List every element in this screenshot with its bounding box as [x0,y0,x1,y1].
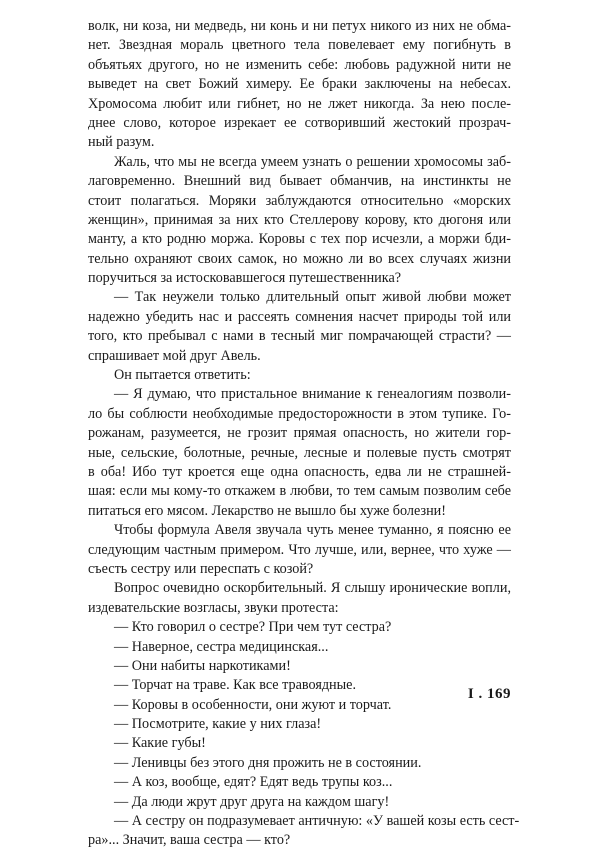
text-line: женщин», принимая за них кто Стеллерову корову, кто дюгоня или [88,211,511,228]
text-line: — Да люди жрут друг друга на каждом шагу! [114,793,390,810]
text-line: объятьях другого, но не изменить себе: любовь радужной нити не [88,56,511,73]
text-line: Жаль, что мы не всегда умеем узнать о решении хромосомы заб- [114,153,511,170]
text-line: — Какие губы! [114,735,206,752]
text-line: лаговременно. Внешний вид бывает обманчив, на инстинкты не [88,173,511,190]
text-line: волк, ни коза, ни медведь, ни конь и ни петух никого из них не обма- [88,18,511,34]
text-line: спрашивает мой друг Авель. [88,347,261,364]
text-line: нет. Звездная мораль цветного тела повелевает ему погибнуть в [88,37,511,54]
text-line: в оба! Ибо тут кроется еще одна опасность, едва ли не страшней- [88,463,511,480]
text-line: Хромосома любит или гибнет, но не лжет никогда. За нею после- [88,95,511,112]
text-line: Он пытается ответить: [114,367,251,384]
text-line: Чтобы формула Авеля звучала чуть менее туманно, я поясню ее [114,522,511,539]
text-line: — Торчат на траве. Как все травоядные. [114,677,357,694]
text-line: — Посмотрите, какие у них глаза! [114,716,322,733]
body-text [88,17,520,851]
text-line: — Наверное, сестра медицинская... [114,638,329,655]
text-line: надежно убедить нас и рассеять сомнения насчет природы той или [88,308,511,325]
text-line: тельно охраняют своих самок, но можно ли во всех случаях жизни [88,250,511,267]
text-line: — Так неужели только длительный опыт живой любви может [114,289,511,306]
text-line: ра»... Значит, ваша сестра — кто? [88,832,291,849]
text-line: — Кто говорил о сестре? При чем тут сестра? [114,619,392,636]
text-line: ные, сельские, болотные, речные, лесные и полевые пусть смотрят [88,444,511,461]
text-line: того, кто пребывал с нами в тесный миг помрачающей страсти? — [88,328,511,345]
text-line: шая: если мы кому-то откажем в любви, то тем самым позволим себе [88,483,511,500]
page-number: I . 169 [467,686,511,702]
text-line: — А коз, вообще, едят? Едят ведь трупы коз... [114,774,393,791]
text-line: ло бы соблюсти необходимые предосторожности в этом тупике. Го- [88,405,511,422]
text-line: выведет на свет Божий химеру. Ее браки заключены на небесах. [88,76,511,93]
text-line: рожанам, разумеется, не грозит прямая опасность, но жители гор- [88,425,511,442]
text-line: ный разум. [88,134,155,151]
text-line: следующим частным примером. Что лучше, или, вернее, что хуже — [88,541,511,558]
text-line: днее слово, которое изрекает ее сотворивший жестокий прозрач- [88,114,511,131]
text-line: питаться его мясом. Лекарство не вышло бы хуже болезни! [88,502,446,519]
text-line: стоит полагаться. Моряки заблуждаются относительно «морских [88,192,511,209]
text-line: съесть сестру или переспать с козой? [88,560,314,577]
text-line: поручиться за истосковавшегося путешественника? [88,270,402,287]
text-line: — Я думаю, что пристальное внимание к генеалогиям позволи- [114,386,511,403]
text-line: — А сестру он подразумевает античную: «У вашей козы есть сест- [114,813,520,830]
text-line: Вопрос очевидно оскорбительный. Я слышу иронические вопли, [114,580,511,597]
text-line: — Коровы в особенности, они жуют и торчат. [114,696,392,713]
text-line: издевательские возгласы, звуки протеста: [88,599,339,616]
text-line: — Они набиты наркотиками! [114,657,291,674]
text-line: — Ленивцы без этого дня прожить не в состоянии. [114,754,422,771]
text-line: манту, а кто родню моржа. Коровы с тех пор исчезли, а моржи бди- [88,231,511,248]
